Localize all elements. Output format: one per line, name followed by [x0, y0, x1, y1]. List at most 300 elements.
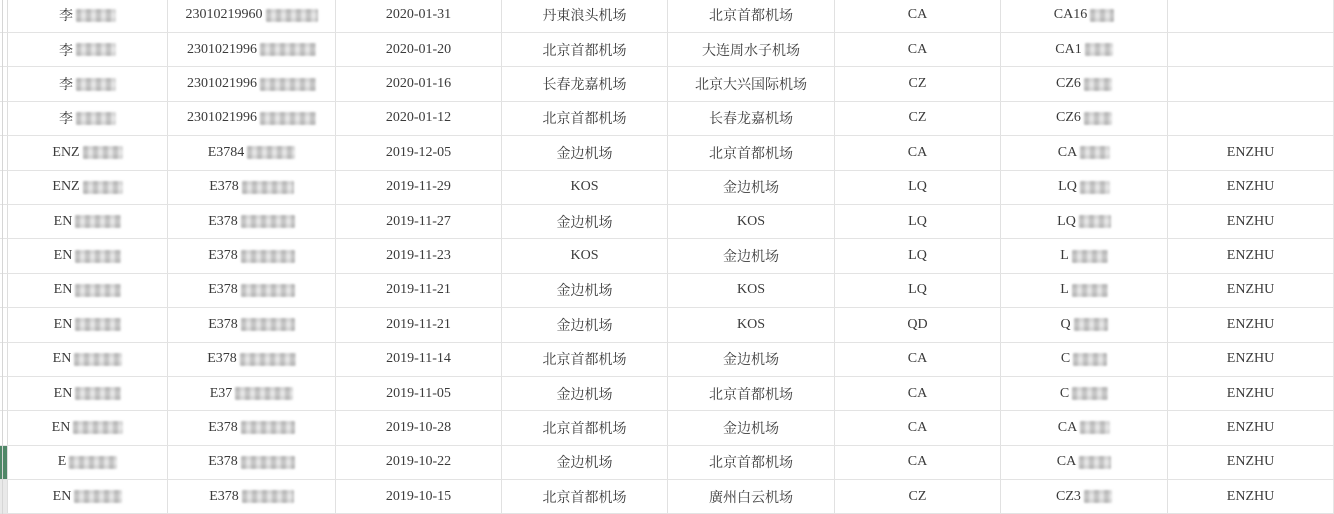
- cell-passenger-pinyin[interactable]: [1168, 205, 1334, 238]
- cell-departure-airport[interactable]: [502, 377, 668, 410]
- row-header-gutter[interactable]: [0, 274, 8, 307]
- cell-passenger-pinyin[interactable]: [1168, 343, 1334, 376]
- cell-flight-number[interactable]: [1001, 446, 1168, 479]
- cell-airline-code[interactable]: [835, 67, 1001, 100]
- cell-passenger-name-visible-text: EN: [51, 419, 71, 435]
- cell-departure-airport[interactable]: [502, 67, 668, 100]
- cell-passenger-pinyin-text: ENZHU: [1226, 144, 1275, 160]
- cell-airline-code[interactable]: [835, 136, 1001, 169]
- cell-id-number-visible-text: E378: [208, 419, 238, 435]
- cell-passenger-name[interactable]: [8, 0, 168, 32]
- cell-arrival-airport[interactable]: [668, 308, 835, 341]
- cell-departure-airport-text: 北京首都机场: [542, 421, 627, 437]
- cell-flight-date-text: 2019-11-21: [386, 282, 451, 298]
- cell-passenger-pinyin-text: ENZHU: [1226, 419, 1275, 435]
- cell-passenger-name-visible-text: EN: [53, 385, 73, 401]
- redaction-mosaic: [76, 9, 116, 22]
- redaction-mosaic: [75, 284, 121, 297]
- cell-passenger-name-visible-text: EN: [52, 488, 72, 504]
- cell-passenger-name[interactable]: [8, 411, 168, 444]
- redaction-mosaic: [75, 387, 121, 400]
- cell-id-number[interactable]: [168, 205, 336, 238]
- cell-departure-airport[interactable]: [502, 136, 668, 169]
- cell-flight-number[interactable]: [1001, 343, 1168, 376]
- cell-passenger-name[interactable]: [8, 205, 168, 238]
- redaction-mosaic: [1073, 353, 1107, 366]
- cell-id-number-visible-text: 23010219960: [185, 7, 263, 23]
- cell-id-number[interactable]: [168, 274, 336, 307]
- cell-flight-number[interactable]: [1001, 102, 1168, 135]
- cell-airline-code[interactable]: [835, 446, 1001, 479]
- table-row: [0, 411, 1334, 445]
- cell-departure-airport[interactable]: [502, 33, 668, 66]
- cell-departure-airport[interactable]: [502, 446, 668, 479]
- row-header-gutter[interactable]: [0, 343, 8, 376]
- cell-passenger-name-visible-text: 李: [59, 112, 73, 128]
- cell-flight-number-visible-text: CZ3: [1056, 488, 1081, 504]
- cell-arrival-airport[interactable]: [668, 446, 835, 479]
- row-header-gutter[interactable]: [0, 480, 8, 513]
- cell-airline-code-text: CA: [907, 419, 928, 435]
- cell-arrival-airport-text: 大连周水子机场: [702, 43, 800, 59]
- cell-arrival-airport[interactable]: [668, 411, 835, 444]
- redaction-mosaic: [235, 387, 293, 400]
- cell-id-number-visible-text: E378: [208, 248, 238, 264]
- cell-passenger-pinyin[interactable]: [1168, 0, 1334, 32]
- table-row: [0, 446, 1334, 480]
- table-row: [0, 0, 1334, 33]
- cell-flight-number[interactable]: [1001, 136, 1168, 169]
- cell-flight-date[interactable]: [336, 67, 502, 100]
- cell-id-number-visible-text: 2301021996: [187, 110, 257, 126]
- redaction-mosaic: [241, 284, 295, 297]
- cell-passenger-name[interactable]: [8, 136, 168, 169]
- redaction-mosaic: [74, 353, 122, 366]
- table-row: [0, 308, 1334, 342]
- cell-passenger-name[interactable]: [8, 239, 168, 272]
- cell-arrival-airport[interactable]: [668, 67, 835, 100]
- row-header-gutter[interactable]: [0, 33, 8, 66]
- cell-passenger-name-visible-text: EN: [53, 316, 73, 332]
- cell-passenger-name[interactable]: [8, 343, 168, 376]
- cell-id-number[interactable]: [168, 377, 336, 410]
- cell-flight-number[interactable]: [1001, 411, 1168, 444]
- redaction-mosaic: [1074, 318, 1108, 331]
- row-header-gutter[interactable]: [0, 239, 8, 272]
- cell-flight-number[interactable]: [1001, 171, 1168, 204]
- cell-flight-date-text: 2019-11-05: [386, 385, 451, 401]
- cell-departure-airport-text: 金边机场: [556, 387, 613, 403]
- cell-departure-airport[interactable]: [502, 205, 668, 238]
- cell-departure-airport[interactable]: [502, 480, 668, 513]
- cell-flight-number[interactable]: [1001, 0, 1168, 32]
- redaction-mosaic: [247, 146, 295, 159]
- cell-flight-date[interactable]: [336, 0, 502, 32]
- cell-flight-date-text: 2020-01-20: [385, 41, 452, 57]
- cell-departure-airport-text: 金边机场: [556, 318, 613, 334]
- cell-flight-number[interactable]: [1001, 33, 1168, 66]
- cell-departure-airport[interactable]: [502, 239, 668, 272]
- cell-passenger-name-visible-text: EN: [53, 282, 73, 298]
- cell-flight-number-visible-text: C: [1059, 385, 1070, 401]
- cell-passenger-name-visible-text: E: [57, 454, 67, 470]
- cell-airline-code-text: CA: [907, 351, 928, 367]
- cell-id-number-visible-text: E378: [209, 488, 239, 504]
- cell-id-number-visible-text: E378: [208, 316, 238, 332]
- table-row: [0, 171, 1334, 205]
- cell-flight-number[interactable]: [1001, 308, 1168, 341]
- cell-passenger-pinyin-text: ENZHU: [1226, 351, 1275, 367]
- cell-passenger-pinyin[interactable]: [1168, 33, 1334, 66]
- cell-arrival-airport[interactable]: [668, 33, 835, 66]
- cell-departure-airport-text: 金边机场: [556, 284, 613, 300]
- cell-id-number[interactable]: [168, 343, 336, 376]
- cell-airline-code[interactable]: [835, 308, 1001, 341]
- cell-passenger-pinyin[interactable]: [1168, 274, 1334, 307]
- cell-id-number-visible-text: E37: [209, 385, 233, 401]
- redaction-mosaic: [1084, 112, 1112, 125]
- redaction-mosaic: [1090, 9, 1114, 22]
- cell-airline-code[interactable]: [835, 480, 1001, 513]
- row-header-gutter[interactable]: [0, 205, 8, 238]
- row-header-gutter[interactable]: [0, 308, 8, 341]
- cell-passenger-name-visible-text: EN: [53, 248, 73, 264]
- cell-airline-code-text: LQ: [908, 213, 927, 229]
- cell-arrival-airport-text: 长春龙嘉机场: [709, 112, 793, 128]
- cell-passenger-pinyin-text: ENZHU: [1226, 454, 1275, 470]
- cell-arrival-airport[interactable]: [668, 343, 835, 376]
- cell-passenger-name[interactable]: [8, 33, 168, 66]
- cell-passenger-pinyin[interactable]: [1168, 377, 1334, 410]
- cell-airline-code[interactable]: [835, 411, 1001, 444]
- cell-departure-airport[interactable]: [502, 308, 668, 341]
- cell-flight-number-visible-text: CA: [1056, 454, 1077, 470]
- cell-id-number[interactable]: [168, 239, 336, 272]
- redaction-mosaic: [266, 9, 318, 22]
- row-header-gutter[interactable]: [0, 377, 8, 410]
- redaction-mosaic: [76, 112, 116, 125]
- table-row: [0, 239, 1334, 273]
- cell-id-number[interactable]: [168, 171, 336, 204]
- cell-id-number[interactable]: [168, 67, 336, 100]
- cell-arrival-airport[interactable]: [668, 0, 835, 32]
- redaction-mosaic: [1072, 387, 1108, 400]
- cell-departure-airport-text: 北京首都机场: [542, 490, 627, 506]
- cell-arrival-airport-text: 北京首都机场: [709, 146, 793, 162]
- cell-airline-code-text: LQ: [908, 248, 927, 264]
- redaction-mosaic: [242, 490, 294, 503]
- cell-flight-date[interactable]: [336, 308, 502, 341]
- cell-arrival-airport[interactable]: [668, 205, 835, 238]
- cell-flight-number-visible-text: CA16: [1053, 7, 1088, 23]
- cell-departure-airport[interactable]: [502, 171, 668, 204]
- cell-id-number-visible-text: E378: [208, 454, 238, 470]
- cell-arrival-airport[interactable]: [668, 136, 835, 169]
- cell-passenger-pinyin-text: ENZHU: [1226, 282, 1275, 298]
- cell-flight-number[interactable]: [1001, 239, 1168, 272]
- cell-airline-code-text: CZ: [908, 488, 927, 504]
- redaction-mosaic: [75, 250, 121, 263]
- cell-id-number[interactable]: [168, 33, 336, 66]
- redaction-mosaic: [1079, 215, 1111, 228]
- cell-departure-airport-text: 金边机场: [556, 215, 613, 231]
- cell-departure-airport[interactable]: [502, 411, 668, 444]
- cell-flight-date-text: 2019-12-05: [385, 144, 452, 160]
- cell-departure-airport-text: KOS: [570, 179, 599, 195]
- cell-id-number-visible-text: 2301021996: [187, 41, 257, 57]
- cell-airline-code-text: CA: [907, 385, 928, 401]
- cell-arrival-airport-text: 廣州白云机场: [709, 490, 793, 506]
- redaction-mosaic: [83, 181, 123, 194]
- cell-passenger-pinyin-text: ENZHU: [1226, 248, 1275, 264]
- table-row: [0, 67, 1334, 101]
- cell-flight-date-text: 2019-11-21: [386, 316, 451, 332]
- cell-departure-airport-text: KOS: [570, 248, 599, 264]
- row-header-gutter[interactable]: [0, 136, 8, 169]
- cell-arrival-airport[interactable]: [668, 239, 835, 272]
- cell-passenger-pinyin-text: ENZHU: [1226, 316, 1275, 332]
- cell-departure-airport[interactable]: [502, 343, 668, 376]
- cell-flight-date[interactable]: [336, 102, 502, 135]
- redaction-mosaic: [76, 78, 116, 91]
- redaction-mosaic: [83, 146, 123, 159]
- cell-flight-number-visible-text: CA1: [1055, 41, 1082, 57]
- row-header-gutter[interactable]: [0, 102, 8, 135]
- cell-departure-airport-text: 北京首都机场: [542, 112, 627, 128]
- table-row: [0, 274, 1334, 308]
- cell-passenger-pinyin[interactable]: [1168, 446, 1334, 479]
- cell-flight-number-visible-text: C: [1060, 351, 1071, 367]
- row-header-gutter[interactable]: [0, 411, 8, 444]
- cell-airline-code[interactable]: [835, 102, 1001, 135]
- cell-passenger-pinyin[interactable]: [1168, 136, 1334, 169]
- row-header-gutter[interactable]: [0, 0, 8, 32]
- redaction-mosaic: [241, 456, 295, 469]
- redaction-mosaic: [1072, 284, 1108, 297]
- cell-departure-airport[interactable]: [502, 274, 668, 307]
- cell-departure-airport-text: 金边机场: [556, 146, 613, 162]
- cell-passenger-name[interactable]: [8, 480, 168, 513]
- cell-passenger-pinyin-text: ENZHU: [1226, 488, 1275, 504]
- cell-arrival-airport[interactable]: [668, 102, 835, 135]
- cell-flight-date[interactable]: [336, 33, 502, 66]
- redaction-mosaic: [241, 250, 295, 263]
- cell-passenger-name[interactable]: [8, 377, 168, 410]
- cell-flight-date-text: 2019-10-22: [385, 454, 452, 470]
- cell-flight-date-text: 2020-01-31: [385, 7, 452, 23]
- cell-airline-code-text: QD: [907, 316, 928, 332]
- cell-flight-date-text: 2019-11-27: [386, 213, 451, 229]
- redaction-mosaic: [69, 456, 117, 469]
- cell-passenger-pinyin[interactable]: [1168, 480, 1334, 513]
- cell-id-number[interactable]: [168, 0, 336, 32]
- redaction-mosaic: [1080, 421, 1110, 434]
- cell-flight-number-visible-text: CZ6: [1056, 76, 1081, 92]
- cell-airline-code[interactable]: [835, 205, 1001, 238]
- cell-passenger-name-visible-text: 李: [59, 9, 73, 25]
- cell-flight-date[interactable]: [336, 480, 502, 513]
- redaction-mosaic: [1072, 250, 1108, 263]
- cell-id-number-visible-text: E378: [208, 213, 238, 229]
- cell-passenger-pinyin-text: ENZHU: [1226, 213, 1275, 229]
- cell-airline-code[interactable]: [835, 274, 1001, 307]
- redaction-mosaic: [1080, 146, 1110, 159]
- cell-arrival-airport-text: 北京首都机场: [709, 9, 793, 25]
- cell-passenger-name-visible-text: ENZ: [52, 179, 80, 195]
- cell-airline-code[interactable]: [835, 171, 1001, 204]
- cell-departure-airport-text: 丹東浪头机场: [542, 9, 627, 25]
- cell-id-number[interactable]: [168, 308, 336, 341]
- cell-flight-number-visible-text: LQ: [1058, 179, 1077, 195]
- cell-airline-code-text: CZ: [908, 76, 927, 92]
- cell-arrival-airport[interactable]: [668, 480, 835, 513]
- redaction-mosaic: [240, 353, 296, 366]
- cell-id-number-visible-text: E378: [207, 351, 237, 367]
- cell-flight-number-visible-text: CA: [1057, 144, 1078, 160]
- redaction-mosaic: [1080, 181, 1110, 194]
- cell-flight-number[interactable]: [1001, 67, 1168, 100]
- cell-passenger-pinyin[interactable]: [1168, 171, 1334, 204]
- cell-passenger-pinyin[interactable]: [1168, 239, 1334, 272]
- redaction-mosaic: [260, 112, 316, 125]
- cell-id-number-visible-text: E378: [208, 282, 238, 298]
- cell-flight-date[interactable]: [336, 377, 502, 410]
- cell-arrival-airport-text: KOS: [736, 316, 765, 332]
- selected-row-indicator[interactable]: [0, 446, 8, 479]
- cell-flight-date[interactable]: [336, 136, 502, 169]
- cell-passenger-name-visible-text: EN: [52, 351, 72, 367]
- cell-arrival-airport-text: 北京大兴国际机场: [695, 78, 807, 94]
- cell-airline-code-text: CA: [907, 41, 928, 57]
- cell-airline-code[interactable]: [835, 377, 1001, 410]
- table-row: [0, 480, 1334, 514]
- cell-passenger-name[interactable]: [8, 446, 168, 479]
- cell-arrival-airport-text: KOS: [736, 282, 765, 298]
- cell-id-number-visible-text: 2301021996: [187, 76, 257, 92]
- cell-id-number[interactable]: [168, 480, 336, 513]
- cell-passenger-pinyin-text: ENZHU: [1226, 179, 1275, 195]
- cell-passenger-name[interactable]: [8, 67, 168, 100]
- redaction-mosaic: [73, 421, 123, 434]
- cell-id-number-visible-text: E3784: [207, 144, 245, 160]
- cell-airline-code[interactable]: [835, 33, 1001, 66]
- cell-flight-date-text: 2019-11-23: [386, 248, 451, 264]
- redaction-mosaic: [241, 318, 295, 331]
- redaction-mosaic: [241, 215, 295, 228]
- cell-airline-code-text: LQ: [908, 282, 927, 298]
- row-header-gutter[interactable]: [0, 67, 8, 100]
- cell-flight-number[interactable]: [1001, 274, 1168, 307]
- redaction-mosaic: [75, 318, 121, 331]
- cell-flight-number[interactable]: [1001, 480, 1168, 513]
- cell-flight-date-text: 2019-10-28: [385, 419, 452, 435]
- cell-flight-number[interactable]: [1001, 377, 1168, 410]
- redaction-mosaic: [74, 490, 122, 503]
- cell-flight-date-text: 2020-01-16: [385, 76, 452, 92]
- cell-airline-code-text: CA: [907, 7, 928, 23]
- redaction-mosaic: [1084, 490, 1112, 503]
- cell-arrival-airport-text: 金边机场: [723, 421, 779, 437]
- cell-airline-code[interactable]: [835, 343, 1001, 376]
- cell-passenger-name[interactable]: [8, 308, 168, 341]
- cell-flight-date[interactable]: [336, 343, 502, 376]
- cell-flight-date-text: 2019-11-14: [386, 351, 451, 367]
- cell-flight-date-text: 2019-10-15: [385, 488, 452, 504]
- cell-flight-date[interactable]: [336, 446, 502, 479]
- cell-arrival-airport[interactable]: [668, 377, 835, 410]
- cell-passenger-pinyin[interactable]: [1168, 308, 1334, 341]
- cell-arrival-airport[interactable]: [668, 274, 835, 307]
- row-header-gutter[interactable]: [0, 171, 8, 204]
- table-row: [0, 102, 1334, 136]
- cell-id-number[interactable]: [168, 411, 336, 444]
- cell-departure-airport[interactable]: [502, 0, 668, 32]
- cell-flight-number-visible-text: L: [1060, 248, 1069, 264]
- cell-departure-airport-text: 北京首都机场: [542, 353, 627, 369]
- cell-airline-code[interactable]: [835, 239, 1001, 272]
- cell-passenger-name[interactable]: [8, 102, 168, 135]
- cell-airline-code[interactable]: [835, 0, 1001, 32]
- redaction-mosaic: [242, 181, 294, 194]
- table-row: [0, 33, 1334, 67]
- table-row: [0, 205, 1334, 239]
- cell-flight-number[interactable]: [1001, 205, 1168, 238]
- cell-id-number[interactable]: [168, 102, 336, 135]
- cell-flight-date[interactable]: [336, 205, 502, 238]
- cell-departure-airport-text: 北京首都机场: [542, 43, 627, 59]
- cell-passenger-pinyin[interactable]: [1168, 411, 1334, 444]
- cell-flight-date[interactable]: [336, 274, 502, 307]
- cell-passenger-pinyin-text: ENZHU: [1226, 385, 1275, 401]
- redaction-mosaic: [1085, 43, 1113, 56]
- cell-id-number[interactable]: [168, 446, 336, 479]
- cell-passenger-name[interactable]: [8, 274, 168, 307]
- cell-flight-date[interactable]: [336, 411, 502, 444]
- cell-flight-date[interactable]: [336, 239, 502, 272]
- cell-flight-number-visible-text: CZ6: [1056, 110, 1081, 126]
- cell-arrival-airport-text: 北京首都机场: [709, 387, 793, 403]
- cell-passenger-name[interactable]: [8, 171, 168, 204]
- cell-departure-airport-text: 长春龙嘉机场: [542, 78, 627, 94]
- redaction-mosaic: [1079, 456, 1111, 469]
- cell-airline-code-text: CZ: [908, 110, 927, 126]
- redaction-mosaic: [260, 43, 316, 56]
- table-row: [0, 136, 1334, 170]
- cell-arrival-airport[interactable]: [668, 171, 835, 204]
- cell-arrival-airport-text: 金边机场: [723, 353, 779, 369]
- cell-arrival-airport-text: 北京首都机场: [709, 456, 793, 472]
- cell-passenger-name-visible-text: EN: [53, 213, 73, 229]
- cell-flight-number-visible-text: L: [1060, 282, 1069, 298]
- cell-passenger-pinyin[interactable]: [1168, 67, 1334, 100]
- cell-flight-number-visible-text: Q: [1060, 316, 1071, 332]
- cell-passenger-name-visible-text: 李: [59, 78, 73, 94]
- redaction-mosaic: [260, 78, 316, 91]
- cell-departure-airport[interactable]: [502, 102, 668, 135]
- cell-arrival-airport-text: KOS: [736, 213, 765, 229]
- table-row: [0, 343, 1334, 377]
- cell-arrival-airport-text: 金边机场: [723, 181, 779, 197]
- cell-passenger-name-visible-text: ENZ: [52, 144, 80, 160]
- cell-passenger-pinyin[interactable]: [1168, 102, 1334, 135]
- cell-flight-date[interactable]: [336, 171, 502, 204]
- cell-flight-date-text: 2020-01-12: [385, 110, 452, 126]
- redaction-mosaic: [1084, 78, 1112, 91]
- cell-id-number[interactable]: [168, 136, 336, 169]
- cell-id-number-visible-text: E378: [209, 179, 239, 195]
- redaction-mosaic: [76, 43, 116, 56]
- cell-airline-code-text: LQ: [908, 179, 927, 195]
